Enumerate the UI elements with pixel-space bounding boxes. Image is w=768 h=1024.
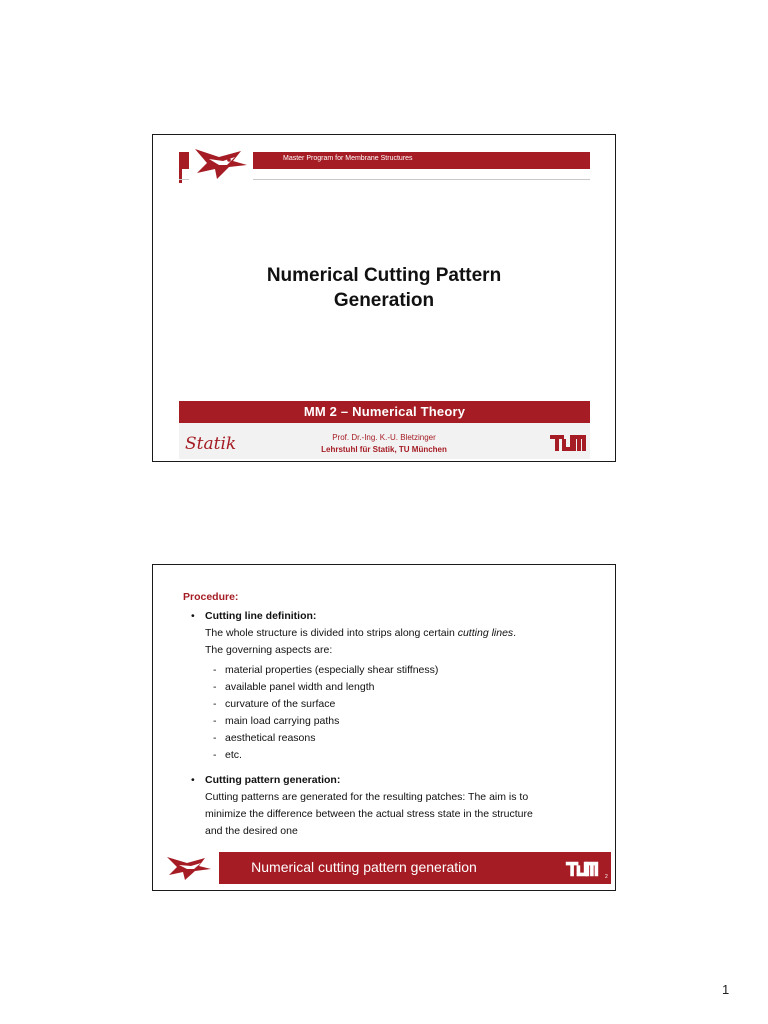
bullet-text-line: and the desired one: [205, 825, 298, 837]
slide-body: [183, 589, 603, 840]
list-item: - main load carrying paths: [213, 715, 340, 727]
page-number: 1: [722, 982, 730, 997]
list-item-text: available panel width and length: [225, 681, 375, 693]
bullet-emphasis: cutting lines: [457, 627, 514, 639]
bullet-text: .: [513, 627, 517, 639]
program-header-text: Master Program for Membrane Structures: [283, 155, 413, 162]
list-item: - available panel width and length: [213, 681, 375, 693]
bullet-heading: Cutting line definition:: [205, 610, 317, 622]
tum-logo-icon: [564, 860, 600, 878]
bullet-marker: •: [191, 610, 195, 622]
title-slide: [152, 134, 616, 462]
content-slide: [152, 564, 616, 891]
bullet-text-line: minimize the difference between the actual stress state in the structure: [205, 808, 533, 820]
list-item-text: curvature of the surface: [225, 698, 336, 710]
list-item: - aesthetical reasons: [213, 732, 316, 744]
bullet-cutting-pattern: [183, 772, 603, 840]
bullet-text: The whole structure is divided into strips along certain: [205, 627, 458, 639]
bullet-cutting-line: [183, 608, 603, 659]
slide-footer-bar: [159, 852, 611, 884]
slide-title-line1: Numerical Cutting Pattern: [266, 265, 502, 286]
footer-title: Numerical cutting pattern generation: [251, 859, 477, 875]
list-item: - material properties (especially shear stiffness): [213, 664, 439, 676]
bullet-marker: •: [191, 774, 195, 786]
membrane-logo-icon: [189, 143, 253, 185]
membrane-logo-icon: [159, 852, 219, 884]
tum-logo-icon: [548, 433, 588, 453]
list-item-text: material properties (especially shear stiffness): [225, 664, 439, 676]
list-item-text: etc.: [225, 749, 242, 761]
author-affiliation: Lehrstuhl für Statik, TU München: [321, 445, 447, 454]
list-item: - curvature of the surface: [213, 698, 336, 710]
aspect-list: [183, 662, 603, 764]
slide-title-line2: Generation: [333, 290, 435, 311]
course-band: [179, 401, 590, 423]
bullet-text-line: The governing aspects are:: [205, 644, 333, 656]
course-band-text: MM 2 – Numerical Theory: [303, 404, 466, 419]
bullet-heading: Cutting pattern generation:: [205, 774, 341, 786]
slide-title: [153, 263, 615, 313]
author-name: Prof. Dr.-Ing. K.-U. Bletzinger: [332, 433, 436, 442]
procedure-heading: Procedure:: [183, 591, 239, 603]
bullet-text-line: Cutting patterns are generated for the resulting patches: The aim is to: [205, 791, 529, 803]
statik-logo-text: Statik: [185, 434, 237, 454]
slide-number: 2: [605, 874, 608, 880]
bullet-text-line: [205, 625, 603, 642]
list-item-text: main load carrying paths: [225, 715, 340, 727]
author-block: [153, 432, 615, 456]
list-item-text: aesthetical reasons: [225, 732, 316, 744]
list-item: - etc.: [213, 749, 242, 761]
